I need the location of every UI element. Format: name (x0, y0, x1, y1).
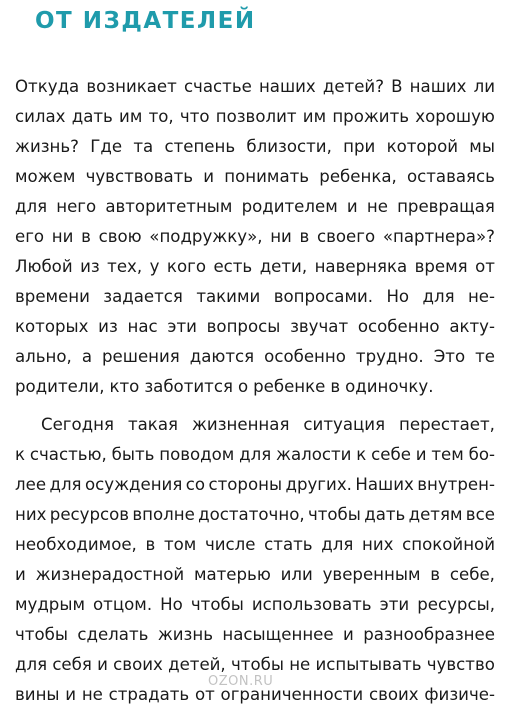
text-line: вины и не страдать от ограниченности своих физиче- (15, 685, 495, 704)
text-line: родители, кто заботится о ребенке в одиночку. (15, 377, 434, 396)
text-line: для него авторитетным родителем и не превращая (15, 197, 495, 216)
text-line: можем чувствовать и понимать ребенка, оставаясь (15, 167, 495, 186)
text-line: них ресурсов вполне достаточно, чтобы дать детям все (15, 505, 495, 524)
paragraph-1 (15, 72, 495, 402)
text-line: лее для осуждения со стороны других. Наших внутрен- (15, 475, 495, 494)
text-line: мудрым отцом. Но чтобы использовать эти ресурсы, (15, 595, 495, 614)
text-line: которых из нас эти вопросы звучат особенно акту- (15, 317, 495, 336)
text-line: чтобы сделать жизнь насыщеннее и разнообразнее (15, 625, 495, 644)
text-line: Сегодня такая жизненная ситуация перестает, (41, 415, 495, 434)
text-line: его ни в свою «подружку», ни в своего «партнера»? (15, 227, 495, 246)
text-line: и жизнерадостной матерью или уверенным в себе, (15, 565, 495, 584)
text-line: времени задается такими вопросами. Но для не- (15, 287, 495, 306)
section-heading: ОТ ИЗДАТЕЛЕЙ (35, 8, 256, 34)
text-line: жизнь? Где та степень близости, при которой мы (15, 137, 495, 156)
text-line: ально, а решения даются особенно трудно. Это те (15, 347, 495, 366)
text-line: Откуда возникает счастье наших детей? В наших ли (15, 77, 495, 96)
paragraph-2 (15, 410, 495, 710)
text-line: к счастью, быть поводом для жалости к себе и тем бо- (15, 445, 495, 464)
text-line: для себя и своих детей, чтобы не испытывать чувство (15, 655, 495, 674)
text-line: силах дать им то, что позволит им прожить хорошую (15, 107, 495, 126)
watermark: OZON.RU (208, 674, 274, 689)
paragraph-gap (15, 402, 495, 410)
body-text (15, 72, 495, 710)
text-line: необходимое, в том числе стать для них спокойной (15, 535, 495, 554)
text-line: Любой из тех, у кого есть дети, наверняка время от (15, 257, 495, 276)
